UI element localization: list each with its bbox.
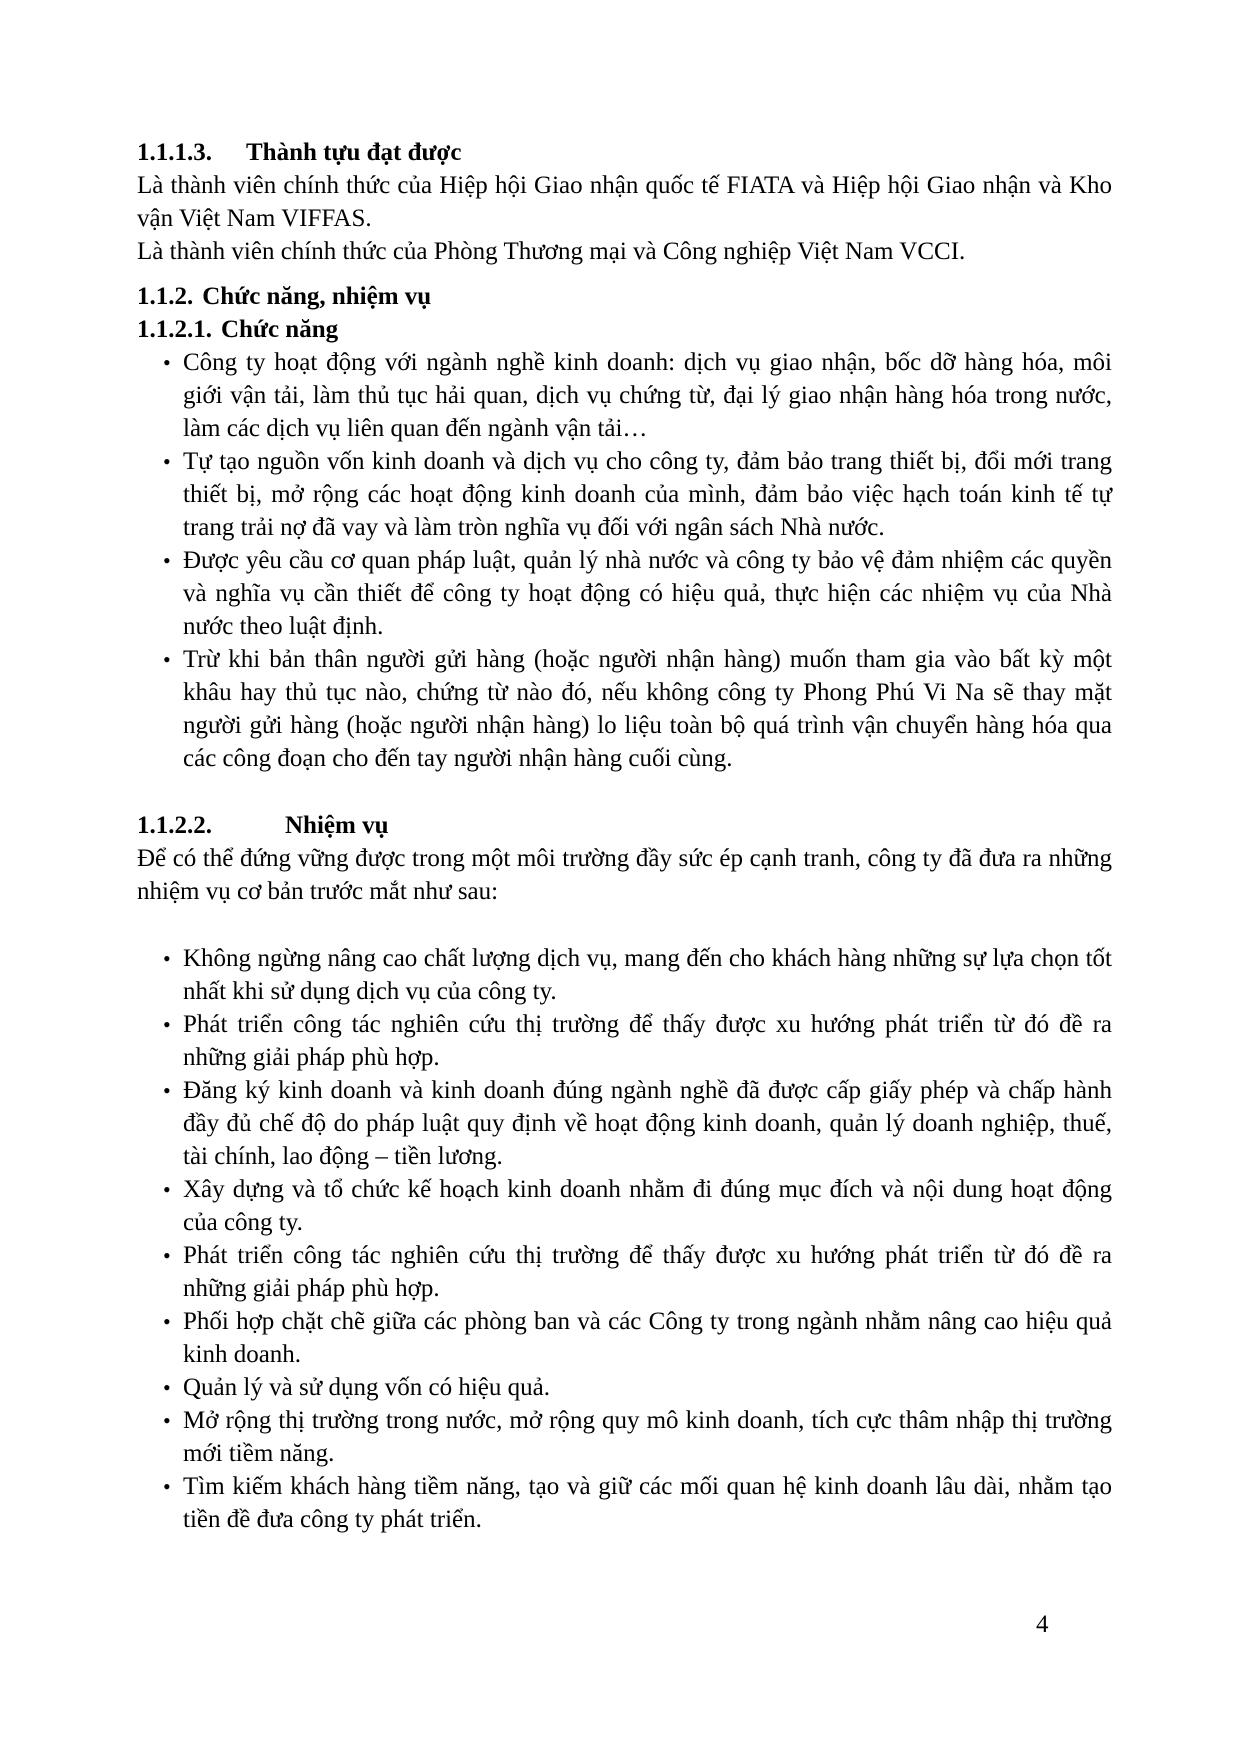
heading-number: 1.1.2.2.	[137, 812, 212, 839]
list-item: • Không ngừng nâng cao chất lượng dịch vụ, mang đến cho khách hàng những sự lựa chọn tốt nhất khi sử dụng dịch vụ của công ty.	[137, 942, 1112, 1008]
list-item: • Đăng ký kinh doanh và kinh doanh đúng ngành nghề đã được cấp giấy phép và chấp hành đầy đủ chế độ do pháp luật quy định về hoạt động kinh doanh, quản lý doanh nghiệp, thuế, tài chính, lao động – tiền lương.	[137, 1074, 1112, 1173]
list-item: • Phát triển công tác nghiên cứu thị trường để thấy được xu hướng phát triển từ đó đề ra những giải pháp phù hợp.	[137, 1239, 1112, 1305]
list-item: • Phát triển công tác nghiên cứu thị trường để thấy được xu hướng phát triển từ đó đề ra những giải pháp phù hợp.	[137, 1008, 1112, 1074]
list-item: • Phối hợp chặt chẽ giữa các phòng ban và các Công ty trong ngành nhằm nâng cao hiệu quả kinh doanh.	[137, 1305, 1112, 1371]
heading-functions	[137, 313, 1112, 346]
list-item: • Tự tạo nguồn vốn kinh doanh và dịch vụ cho công ty, đảm bảo trang thiết bị, đổi mới trang thiết bị, mở rộng các hoạt động kinh doanh của mình, đảm bảo việc hạch toán kinh tế tự trang trải nợ đã vay và làm tròn nghĩa vụ đối với ngân sách Nhà nước.	[137, 445, 1112, 544]
list-item: • Công ty hoạt động với ngành nghề kinh doanh: dịch vụ giao nhận, bốc dỡ hàng hóa, môi giới vận tải, làm thủ tục hải quan, dịch vụ chứng từ, đại lý giao nhận hàng hóa trong nước, làm các dịch vụ liên quan đến ngành vận tải…	[137, 346, 1112, 445]
paragraph-tasks-intro: Để có thể đứng vững được trong một môi trường đầy sức ép cạnh tranh, công ty đã đưa ra những nhiệm vụ cơ bản trước mắt như sau:	[137, 845, 1112, 905]
heading-number: 1.1.2.1.	[137, 316, 212, 343]
heading-number: 1.1.2.	[137, 283, 194, 310]
tasks-bullet-list	[137, 942, 1112, 1536]
page-number: 4	[1036, 1611, 1049, 1638]
heading-label: Nhiệm vụ	[285, 812, 389, 839]
list-item: • Được yêu cầu cơ quan pháp luật, quản lý nhà nước và công ty bảo vệ đảm nhiệm các quyền và nghĩa vụ cần thiết để công ty hoạt động có hiệu quả, thực hiện các nhiệm vụ của Nhà nước theo luật định.	[137, 544, 1112, 643]
heading-number: 1.1.1.3.	[137, 139, 212, 166]
paragraph-vcci-membership: Là thành viên chính thức của Phòng Thương mại và Công nghiệp Việt Nam VCCI.	[137, 238, 966, 265]
heading-functions-tasks	[137, 280, 1112, 313]
list-item: • Quản lý và sử dụng vốn có hiệu quả.	[137, 1371, 1112, 1404]
heading-achievements	[137, 136, 1112, 169]
functions-bullet-list	[137, 346, 1112, 775]
heading-label: Chức năng	[221, 316, 339, 343]
list-item: • Xây dựng và tổ chức kế hoạch kinh doanh nhằm đi đúng mục đích và nội dung hoạt động của công ty.	[137, 1173, 1112, 1239]
list-item: • Mở rộng thị trường trong nước, mở rộng quy mô kinh doanh, tích cực thâm nhập thị trường mới tiềm năng.	[137, 1404, 1112, 1470]
heading-tasks	[137, 809, 1112, 842]
heading-label: Chức năng, nhiệm vụ	[202, 283, 432, 310]
list-item: • Tìm kiếm khách hàng tiềm năng, tạo và giữ các mối quan hệ kinh doanh lâu dài, nhằm tạo tiền đề đưa công ty phát triển.	[137, 1470, 1112, 1536]
list-item: • Trừ khi bản thân người gửi hàng (hoặc người nhận hàng) muốn tham gia vào bất kỳ một khâu hay thủ tục nào, chứng từ nào đó, nếu không công ty Phong Phú Vi Na sẽ thay mặt người gửi hàng (hoặc người nhận hàng) lo liệu toàn bộ quá trình vận chuyển hàng hóa qua các công đoạn cho đến tay người nhận hàng cuối cùng.	[137, 643, 1112, 775]
heading-label: Thành tựu đạt được	[246, 139, 462, 166]
paragraph-fiata-membership: Là thành viên chính thức của Hiệp hội Giao nhận quốc tế FIATA và Hiệp hội Giao nhận và Kho vận Việt Nam VIFFAS.	[137, 172, 1112, 232]
